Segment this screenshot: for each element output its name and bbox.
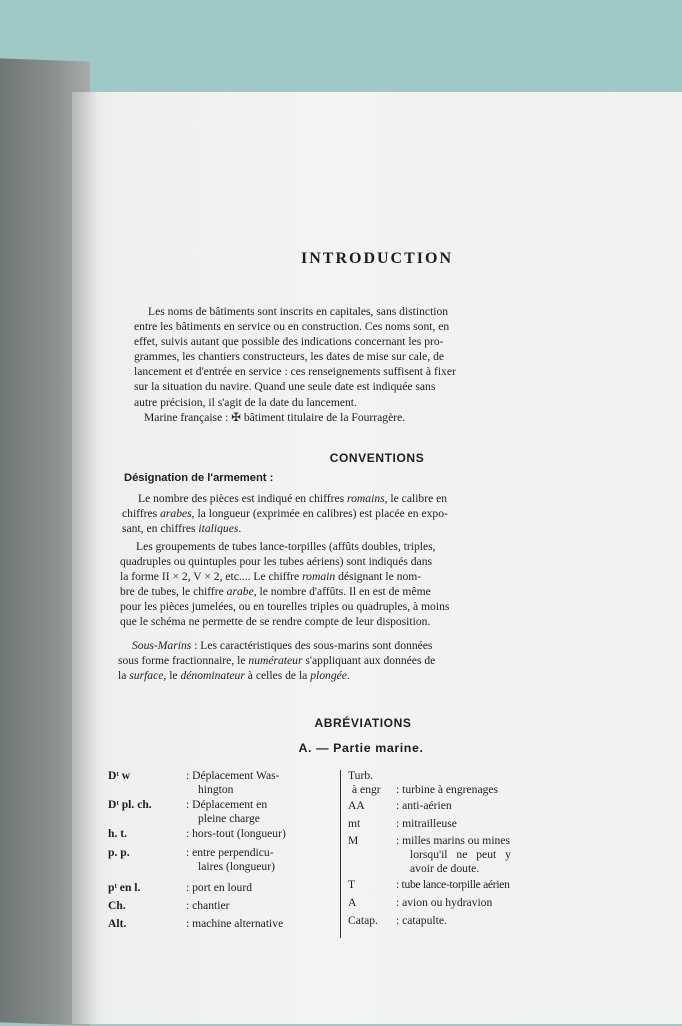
armament-paragraph: Le nombre des pièces est indiqué en chiffres romains, le calibre en chiffres arabes, la longueur (exprimée en calibres) est placée en expo- sant, en chiffres italiques. — [122, 492, 448, 536]
conventions-heading: CONVENTIONS — [329, 451, 425, 465]
intro-line: autre précision, il s'agit de la date du lancement. — [134, 395, 357, 409]
abbr-key: M — [348, 834, 359, 847]
abbr-key: à engr — [352, 783, 381, 796]
abbr-key: Turb. — [348, 769, 374, 782]
abbr-key: p. p. — [108, 846, 130, 859]
abbr-value: : catapulte. — [396, 914, 447, 927]
abbr-value: : turbine à engrenages — [396, 783, 499, 796]
abbreviations-right-column — [348, 768, 578, 948]
abbr-value: : hors-tout (longueur) — [186, 827, 286, 840]
abbr-value: hington — [198, 783, 234, 796]
abbr-key: Dᵗ w — [108, 769, 131, 782]
abbr-value: avoir de doute. — [410, 862, 480, 875]
abbr-key: mt — [348, 817, 361, 830]
abbr-value: : tube lance-torpille aérien — [396, 878, 510, 891]
abbr-key: A — [348, 896, 357, 909]
partie-marine-subheading: A. — Partie marine. — [298, 741, 424, 755]
column-divider — [340, 770, 341, 938]
abbr-value: : entre perpendicu- — [186, 846, 274, 859]
abbr-value: : port en lourd — [186, 881, 253, 894]
intro-line: Marine française : ✠ bâtiment titulaire de la Fourragère. — [144, 410, 406, 424]
abbr-value: : mitrailleuse — [396, 817, 457, 830]
armament-subheading: Désignation de l'armement : — [124, 472, 274, 484]
abbr-key: AA — [348, 799, 365, 812]
gutter-shadow — [72, 92, 98, 1024]
intro-line: lancement et d'entrée en service : ces renseignements suffisent à fixer — [134, 365, 456, 379]
intro-line: entre les bâtiments en service ou en construction. Ces noms sont, en — [134, 320, 450, 334]
page-title: INTRODUCTION — [300, 250, 453, 267]
intro-line: sur la situation du navire. Quand une seule date est indiquée sans — [134, 380, 436, 394]
torpedo-paragraph: Les groupements de tubes lance-torpilles (affûts doubles, triples, quadruples ou quintuples pour les tubes aériens) sont indiqués dans la forme II × 2, V × 2, etc.... Le chiffre romain désignant le nom- bre de tubes, le chiffre arabe, le nombre d'affûts. Il en est de même pour les pièces jumelées, ou en tourelles triples ou quadruples, à moins que le schéma ne permette de se rendre compte de leur disposition. — [120, 540, 450, 629]
abbr-value: pleine charge — [198, 812, 260, 825]
intro-line: effet, suivis autant que possible des indications concernant les pro- — [134, 335, 444, 349]
intro-paragraph — [134, 304, 546, 425]
submarine-paragraph: Sous-Marins : Les caractéristiques des sous-marins sont données sous forme fractionnaire, le numérateur s'appliquant aux données de la surface, le dénominateur à celles de la plongée. — [118, 639, 436, 683]
abbreviations-heading: ABRÉVIATIONS — [314, 716, 412, 730]
abbr-value: laires (longueur) — [198, 860, 275, 873]
abbr-value: lorsqu'il ne peut y — [410, 848, 511, 861]
book-page — [72, 92, 682, 1024]
abbr-key: Alt. — [108, 917, 127, 930]
intro-line: Les noms de bâtiments sont inscrits en capitales, sans distinction — [148, 305, 449, 318]
abbr-key: Dᵗ pl. ch. — [108, 798, 152, 811]
abbr-value: : anti-aérien — [396, 799, 452, 812]
abbr-key: T — [348, 878, 356, 891]
abbr-value: : avion ou hydravion — [396, 896, 493, 909]
abbr-value: : Déplacement Was- — [186, 769, 280, 782]
intro-line: grammes, les chantiers constructeurs, les dates de mise sur cale, de — [134, 350, 445, 364]
abbr-value: : Déplacement en — [186, 798, 268, 811]
abbr-key: pᵗ en l. — [108, 881, 141, 894]
abbr-key: Catap. — [348, 914, 378, 927]
abbreviations-left-column — [108, 768, 336, 948]
abbr-key: h. t. — [108, 827, 128, 840]
abbr-value: : machine alternative — [186, 917, 284, 930]
abbr-value: : chantier — [186, 899, 230, 912]
abbr-value: : milles marins ou mines — [396, 834, 510, 847]
abbr-key: Ch. — [108, 899, 126, 912]
